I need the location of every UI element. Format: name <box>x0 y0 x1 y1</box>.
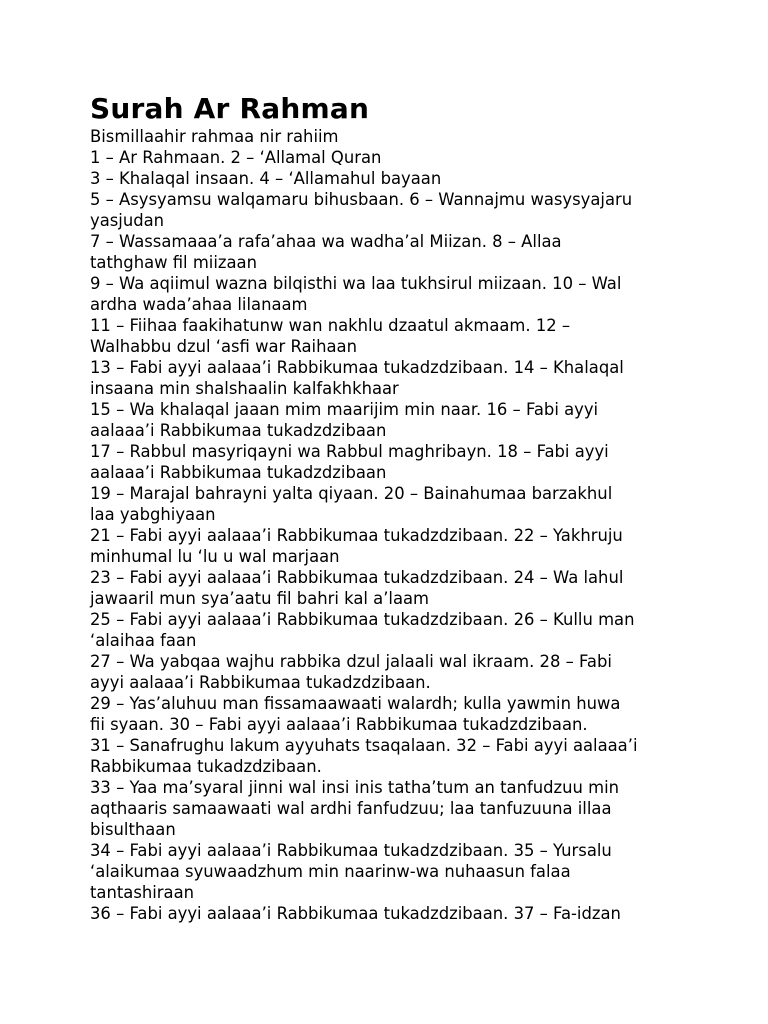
text-line: 5 – Asysyamsu walqamaru bihusbaan. 6 – Wannajmu wasysyajaru <box>90 190 633 209</box>
text-line: 1 – Ar Rahmaan. 2 – ‘Allamal Quran <box>90 148 382 167</box>
text-line: ardha wada’ahaa lilanaam <box>90 295 308 314</box>
text-line: minhumal lu ‘lu u wal marjaan <box>90 547 340 566</box>
text-line: 25 – Fabi ayyi aalaaa’i Rabbikumaa tukadzdzibaan. 26 – Kullu man <box>90 610 635 629</box>
text-line: 7 – Wassamaaa’a rafa’ahaa wa wadha’al Miizan. 8 – Allaa <box>90 232 562 251</box>
text-line: 9 – Wa aqiimul wazna bilqisthi wa laa tukhsirul miizaan. 10 – Wal <box>90 274 622 293</box>
text-line: tantashiraan <box>90 883 195 902</box>
document-body <box>90 126 690 924</box>
text-line: 13 – Fabi ayyi aalaaa’i Rabbikumaa tukadzdzibaan. 14 – Khalaqal <box>90 358 624 377</box>
text-line: 33 – Yaa ma’syaral jinni wal insi inis tatha’tum an tanfudzuu min <box>90 778 620 797</box>
text-line: Bismillaahir rahmaa nir rahiim <box>90 127 339 146</box>
text-line: fii syaan. 30 – Fabi ayyi aalaaa’i Rabbikumaa tukadzdzibaan. <box>90 715 588 734</box>
text-line: 15 – Wa khalaqal jaaan mim maarijim min naar. 16 – Fabi ayyi <box>90 400 599 419</box>
text-line: 17 – Rabbul masyriqayni wa Rabbul maghribayn. 18 – Fabi ayyi <box>90 442 609 461</box>
text-line: laa yabghiyaan <box>90 505 216 524</box>
text-line: aqthaaris samaawaati wal ardhi fanfudzuu; laa tanfuzuuna illaa <box>90 799 612 818</box>
text-line: Rabbikumaa tukadzdzibaan. <box>90 757 322 776</box>
text-line: yasjudan <box>90 211 165 230</box>
text-line: jawaaril mun sya’aatu fil bahri kal a’laam <box>90 589 430 608</box>
text-line: 29 – Yas’aluhuu man fissamaawaati walardh; kulla yawmin huwa <box>90 694 621 713</box>
text-line: 31 – Sanafrughu lakum ayyuhats tsaqalaan. 32 – Fabi ayyi aalaaa’i <box>90 736 638 755</box>
text-line: bisulthaan <box>90 820 176 839</box>
text-line: 19 – Marajal bahrayni yalta qiyaan. 20 – Bainahumaa barzakhul <box>90 484 613 503</box>
text-line: 21 – Fabi ayyi aalaaa’i Rabbikumaa tukadzdzibaan. 22 – Yakhruju <box>90 526 623 545</box>
text-line: 34 – Fabi ayyi aalaaa’i Rabbikumaa tukadzdzibaan. 35 – Yursalu <box>90 841 612 860</box>
text-line: aalaaa’i Rabbikumaa tukadzdzibaan <box>90 463 387 482</box>
text-line: aalaaa’i Rabbikumaa tukadzdzibaan <box>90 421 387 440</box>
text-line: 3 – Khalaqal insaan. 4 – ‘Allamahul bayaan <box>90 169 442 188</box>
text-line: 36 – Fabi ayyi aalaaa’i Rabbikumaa tukadzdzibaan. 37 – Fa-idzan <box>90 904 621 923</box>
text-line: 23 – Fabi ayyi aalaaa’i Rabbikumaa tukadzdzibaan. 24 – Wa lahul <box>90 568 624 587</box>
text-line: ayyi aalaaa’i Rabbikumaa tukadzdzibaan. <box>90 673 431 692</box>
text-line: Walhabbu dzul ‘asfi war Raihaan <box>90 337 357 356</box>
text-line: 11 – Fiihaa faakihatunw wan nakhlu dzaatul akmaam. 12 – <box>90 316 571 335</box>
text-line: insaana min shalshaalin kalfakhkhaar <box>90 379 399 398</box>
text-line: ‘alaihaa faan <box>90 631 197 650</box>
document-title: Surah Ar Rahman <box>90 92 370 125</box>
text-line: ‘alaikumaa syuwaadzhum min naarinw-wa nuhaasun falaa <box>90 862 571 881</box>
text-line: 27 – Wa yabqaa wajhu rabbika dzul jalaali wal ikraam. 28 – Fabi <box>90 652 612 671</box>
document-page <box>90 92 690 924</box>
text-line: tathghaw fil miizaan <box>90 253 257 272</box>
